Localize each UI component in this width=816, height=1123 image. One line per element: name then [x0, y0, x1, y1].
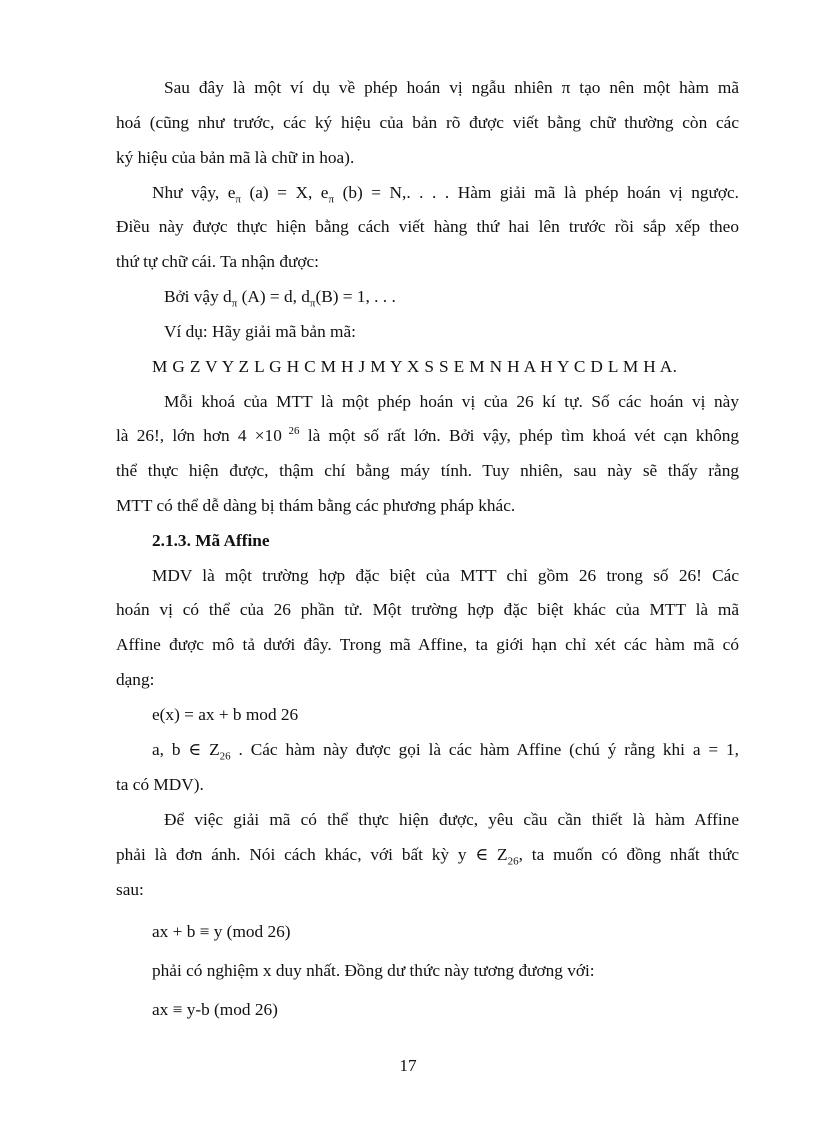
paragraph-3-line-1: Mỗi khoá của MTT là một phép hoán vị của 26 kí tự. Số các hoán vị này — [164, 392, 739, 411]
ciphertext: M G Z V Y Z L G H C M H J M Y X S S E M N H A H Y C D L M H A. — [152, 357, 678, 376]
congruence-2: ax ≡ y-b (mod 26) — [152, 1000, 278, 1019]
paragraph-2-line-2: Điều này được thực hiện bằng cách viết hàng thứ hai lên trước rồi sắp xếp theo — [116, 217, 739, 236]
paragraph-2-line-1: Như vậy, $e_\pi$ (a) = X, $e_\pi$ (b) = N,. . . . Hàm giải mã là phép hoán vị ngược. — [152, 183, 739, 206]
paragraph-3-line-2: là 26!, lớn hơn 4 ×10 $^{26}$ là một số rất lớn. Bởi vậy, phép tìm khoá vét cạn không — [116, 425, 740, 445]
paragraph-6-line-3: sau: — [116, 880, 144, 899]
section-heading: 2.1.3. Mã Affine — [152, 531, 270, 550]
paragraph-4-line-4: dạng: — [116, 670, 155, 689]
paragraph-1-line-3: ký hiệu của bản mã là chữ in hoa). — [116, 148, 355, 167]
paragraph-2-line-3: thứ tự chữ cái. Ta nhận được: — [116, 252, 319, 271]
example-label: Ví dụ: Hãy giải mã bản mã: — [164, 322, 356, 341]
paragraph-3-line-3: thể thực hiện được, thậm chí bằng máy tính. Tuy nhiên, sau này sẽ thấy rằng — [116, 461, 739, 480]
encryption-formula: e(x) = ax + b mod 26 — [152, 705, 299, 724]
paragraph-5-line-2: ta có MDV). — [116, 775, 204, 794]
page-number: 17 — [399, 1056, 417, 1075]
paragraph-4-line-2: hoán vị có thể của 26 phần tử. Một trường hợp đặc biệt khác của MTT là mã — [116, 600, 739, 619]
paragraph-4-line-3: Affine được mô tả dưới đây. Trong mã Affine, ta giới hạn chỉ xét các hàm mã có — [116, 635, 739, 654]
unique-solution-text: phải có nghiệm x duy nhất. Đồng dư thức này tương đương với: — [152, 961, 595, 980]
decryption-function-line: Bởi vậy $d_\pi$ (A) = d, $d_\pi(B) = 1$, . . . — [164, 287, 396, 310]
congruence-1: ax + b ≡ y (mod 26) — [152, 922, 291, 941]
paragraph-6-line-2: phải là đơn ánh. Nói cách khác, với bất kỳ y ∈ $Z_{26}$, ta muốn có đồng nhất thức — [116, 845, 739, 868]
paragraph-3-line-4: MTT có thể dễ dàng bị thám bằng các phương pháp khác. — [116, 496, 516, 515]
paragraph-4-line-1: MDV là một trường hợp đặc biệt của MTT chỉ gồm 26 trong số 26! Các — [152, 566, 739, 585]
paragraph-1-line-1: Sau đây là một ví dụ về phép hoán vị ngẫu nhiên π tạo nên một hàm mã — [164, 78, 739, 97]
paragraph-5-line-1: a, b ∈ $Z_{26}$ . Các hàm này được gọi là các hàm Affine (chú ý rằng khi a = 1, — [152, 740, 739, 763]
paragraph-1-line-2: hoá (cũng như trước, các ký hiệu của bản rõ được viết bằng chữ thường còn các — [116, 113, 739, 132]
paragraph-6-line-1: Để việc giải mã có thể thực hiện được, yêu cầu cần thiết là hàm Affine — [164, 810, 739, 829]
